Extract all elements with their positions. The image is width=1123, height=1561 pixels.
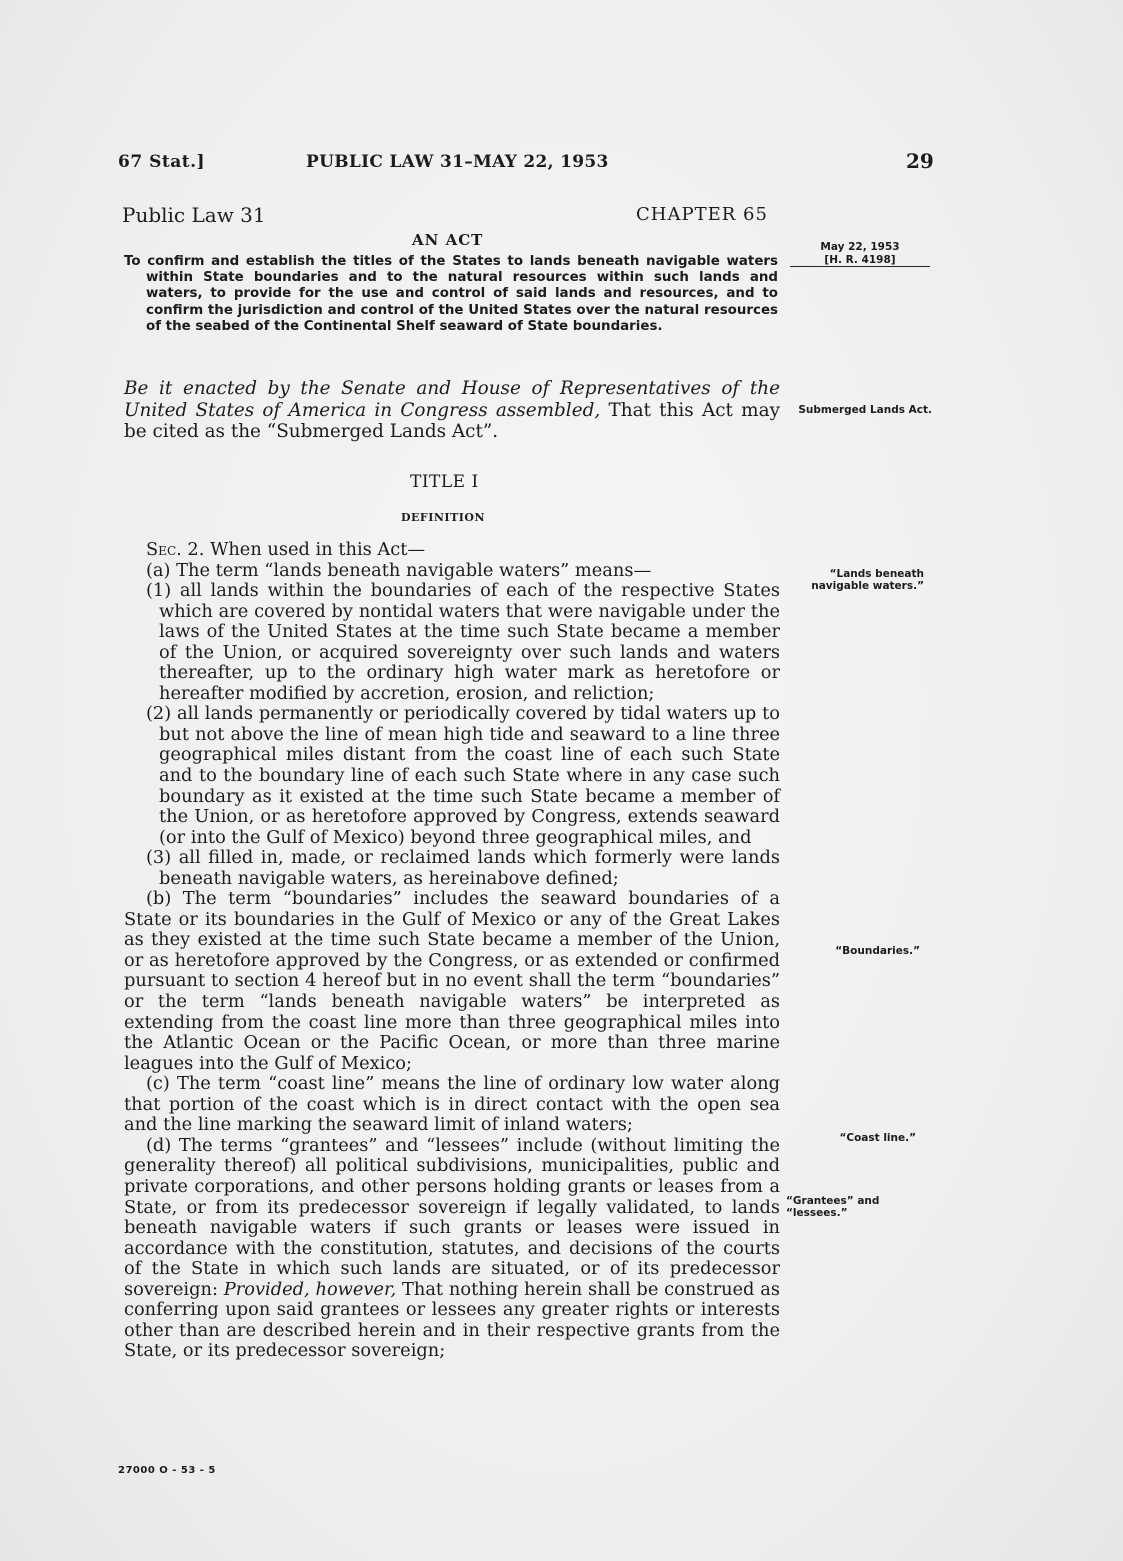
title-heading: TITLE I	[410, 472, 479, 492]
paragraph-a3: (3) all filled in, made, or reclaimed lands which formerly were lands beneath navigable waters, as hereinabove defined;	[146, 847, 780, 889]
an-act-heading: AN ACT	[412, 231, 484, 249]
title-subheading: DEFINITION	[401, 511, 486, 524]
margin-note-short-title: Submerged Lands Act.	[798, 404, 932, 416]
bill-number: [H. R. 4198]	[790, 254, 930, 267]
section-body	[124, 540, 780, 1362]
paragraph-a1: (1) all lands within the boundaries of each of the respective States which are covered by nontidal waters that were navigable under the laws of the United States at the time such State became a member of the Union, or acquired sovereignty over such lands and waters thereafter, up to the ordinary high water mark as heretofore or hereafter modified by accretion, erosion, and reliction;	[146, 580, 780, 704]
enactment-date-note	[790, 241, 930, 267]
margin-note-grantees: “Grantees” and “lessees.”	[786, 1195, 880, 1219]
margin-note-lands-beneath: “Lands beneath navigable waters.”	[811, 568, 924, 592]
section-intro: Sec. 2. When used in this Act—	[146, 539, 426, 560]
paragraph-a: (a) The term “lands beneath navigable waters” means—	[146, 559, 652, 581]
page-number: 29	[906, 149, 934, 173]
paragraph-d: (d) The terms “grantees” and “lessees” include (without limiting the generality thereof) all political subdivisions, municipalities, public and private corporations, and other persons holding grants or leases from a State, or from its predecessor sovereign if legally validated, to lands beneath navigable waters if such grants or leases were issued in accordance with the constitution, statutes, and decisions of the courts of the State in which such lands are situated, or of its predecessor sovereign: Provided, however, That nothing herein shall be construed as conferring upon said grantees or lessees any greater rights or interests other than are described herein and in their respective grants from the State, or its predecessor sovereign;	[124, 1134, 781, 1362]
enacting-clause	[124, 378, 780, 443]
paragraph-b: (b) The term “boundaries” includes the seaward boundaries of a State or its boundaries in the Gulf of Mexico or any of the Great Lakes as they existed at the time such State became a member of the Union, or as heretofore approved by the Congress, or as extended or confirmed pursuant to section 4 hereof but in no event shall the term “boundaries” or the term “lands beneath navigable waters” be interpreted as extending from the coast line more than three geographical miles into the Atlantic Ocean or the Pacific Ocean, or more than three marine leagues into the Gulf of Mexico;	[124, 888, 780, 1074]
running-header: PUBLIC LAW 31–MAY 22, 1953	[306, 152, 609, 172]
long-title-text: To confirm and establish the titles of the States to lands beneath navigable waters within State boundaries and to the natural resources within such lands and waters, to provide for the use and control of said lands and resources, and to confirm the jurisdiction and control of the United States over the natural resources of the seabed of the Continental Shelf seaward of State boundaries.	[124, 254, 778, 334]
margin-note-coast-line: “Coast line.”	[839, 1132, 916, 1144]
printing-code: 27000 O - 53 - 5	[118, 1465, 216, 1476]
margin-note-boundaries: “Boundaries.”	[835, 945, 920, 957]
enactment-date: May 22, 1953	[820, 241, 900, 253]
enacting-formula: Be it enacted by the Senate and House of Representatives of the United States of America in Congress assembled,	[124, 378, 780, 421]
paragraph-a2: (2) all lands permanently or periodically covered by tidal waters up to but not above the line of mean high tide and seaward to a line three geographical miles distant from the coast line of each such State and to the boundary line of each such State where in any case such boundary as it existed at the time such State became a member of the Union, or as heretofore approved by Congress, extends seaward (or into the Gulf of Mexico) beyond three geographical miles, and	[146, 703, 780, 848]
long-title	[124, 254, 778, 335]
chapter-label: CHAPTER 65	[636, 204, 768, 225]
short-title-clause: That this Act may be cited as the “Submerged Lands Act”.	[124, 399, 780, 442]
public-law-label: Public Law 31	[122, 203, 266, 227]
volume-citation: 67 Stat.]	[118, 152, 206, 172]
paragraph-c: (c) The term “coast line” means the line of ordinary low water along that portion of the coast which is in direct contact with the open sea and the line marking the seaward limit of inland waters;	[124, 1073, 780, 1136]
